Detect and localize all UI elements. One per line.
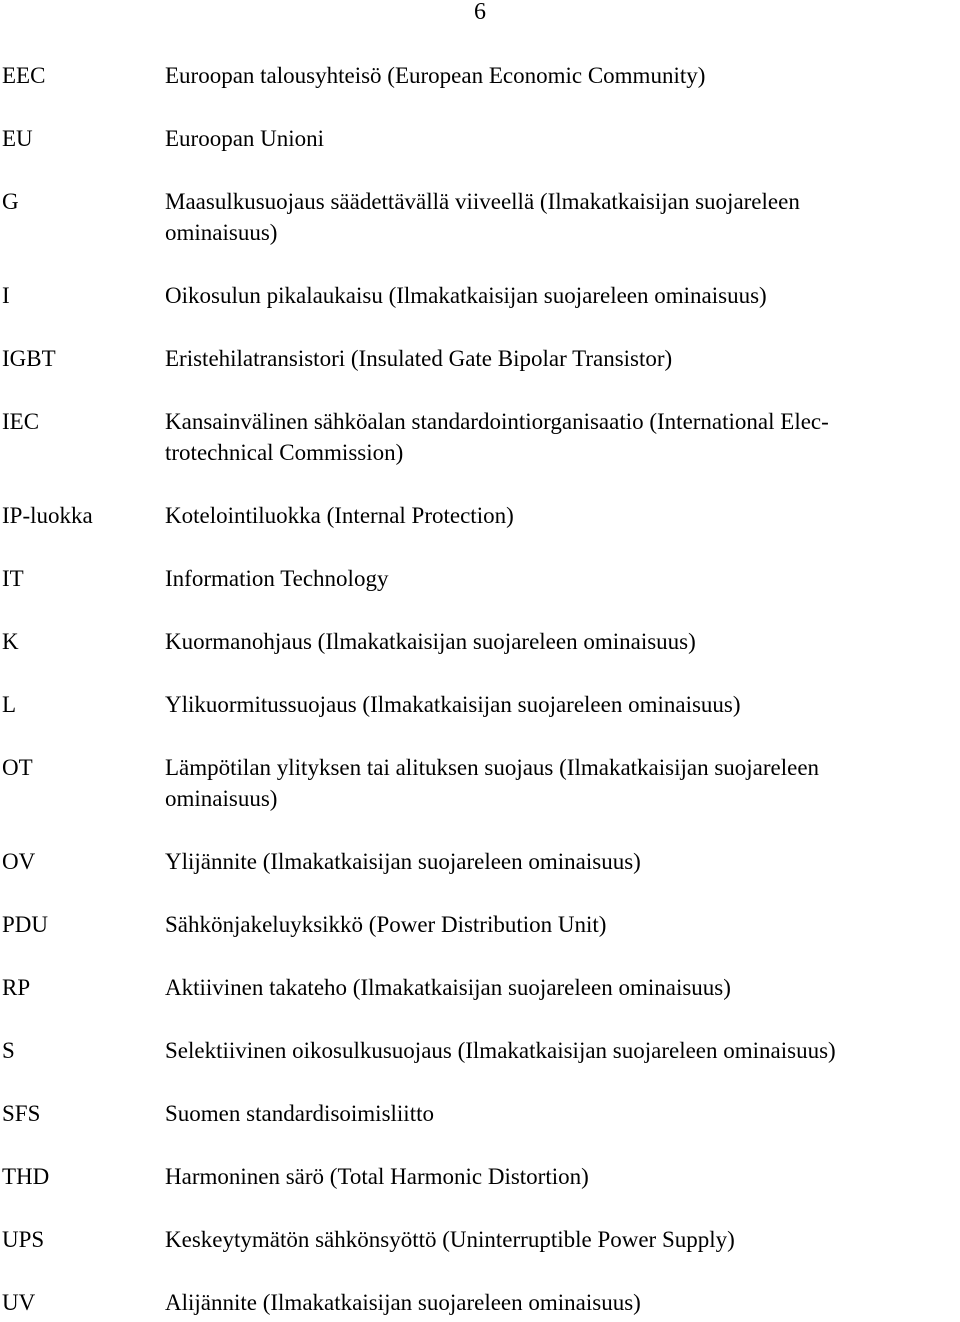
abbreviation-definition: Oikosulun pikalaukaisu (Ilmakatkaisijan suojareleen ominaisuus): [165, 283, 767, 308]
abbreviation-definition: Kansainvälinen sähköalan standardointiorganisaatio (International Elec- trotechnical Commission): [165, 409, 829, 465]
abbreviation-definition: Alijännite (Ilmakatkaisijan suojareleen ominaisuus): [165, 1290, 641, 1315]
abbreviation-entry: [0, 752, 960, 814]
abbreviation-entry: [0, 406, 960, 468]
abbreviation-entry: [0, 846, 960, 877]
abbreviation-term: OV: [2, 849, 36, 874]
abbreviation-entry: [0, 343, 960, 374]
abbreviation-definition: Euroopan talousyhteisö (European Economic Community): [165, 63, 706, 88]
abbreviation-definition: Ylikuormitussuojaus (Ilmakatkaisijan suojareleen ominaisuus): [165, 692, 741, 717]
abbreviation-entry: [0, 909, 960, 940]
abbreviation-term: UPS: [2, 1227, 45, 1252]
abbreviation-term: OT: [2, 755, 33, 780]
abbreviation-term: G: [2, 189, 19, 214]
abbreviation-term: IGBT: [2, 346, 56, 371]
abbreviation-term: IEC: [2, 409, 40, 434]
abbreviation-entry: [0, 1287, 960, 1318]
abbreviation-definition: Selektiivinen oikosulkusuojaus (Ilmakatkaisijan suojareleen ominaisuus): [165, 1038, 836, 1063]
abbreviation-definition: Aktiivinen takateho (Ilmakatkaisijan suojareleen ominaisuus): [165, 975, 731, 1000]
abbreviation-definition: Information Technology: [165, 566, 389, 591]
abbreviation-definition: Suomen standardisoimisliitto: [165, 1101, 434, 1126]
abbreviation-entry: [0, 626, 960, 657]
abbreviation-entry: [0, 123, 960, 154]
abbreviation-term: I: [2, 283, 10, 308]
abbreviation-term: PDU: [2, 912, 49, 937]
abbreviation-term: IT: [2, 566, 24, 591]
abbreviation-entry: [0, 1161, 960, 1192]
abbreviation-definition: Keskeytymätön sähkönsyöttö (Uninterruptible Power Supply): [165, 1227, 735, 1252]
abbreviation-entry: [0, 972, 960, 1003]
abbreviation-entry: [0, 1224, 960, 1255]
abbreviation-term: UV: [2, 1290, 36, 1315]
abbreviation-term: K: [2, 629, 19, 654]
abbreviation-entry: [0, 1035, 960, 1066]
abbreviation-definition: Ylijännite (Ilmakatkaisijan suojareleen ominaisuus): [165, 849, 641, 874]
abbreviation-definition: Eristehilatransistori (Insulated Gate Bipolar Transistor): [165, 346, 673, 371]
abbreviation-definition: Harmoninen särö (Total Harmonic Distortion): [165, 1164, 589, 1189]
abbreviation-definition: Euroopan Unioni: [165, 126, 325, 151]
abbreviation-term: THD: [2, 1164, 50, 1189]
abbreviation-list: [0, 60, 960, 1318]
abbreviation-term: RP: [2, 975, 31, 1000]
abbreviation-term: EU: [2, 126, 33, 151]
abbreviation-term: IP-luokka: [2, 503, 93, 528]
page-number: 6: [474, 0, 486, 25]
abbreviation-term: L: [2, 692, 17, 717]
abbreviation-term: S: [2, 1038, 15, 1063]
abbreviation-entry: [0, 280, 960, 311]
abbreviation-definition: Kuormanohjaus (Ilmakatkaisijan suojareleen ominaisuus): [165, 629, 696, 654]
abbreviation-entry: [0, 689, 960, 720]
abbreviation-entry: [0, 563, 960, 594]
abbreviation-definition: Maasulkusuojaus säädettävällä viiveellä (Ilmakatkaisijan suojareleen ominaisuus): [165, 189, 800, 245]
abbreviation-entry: [0, 1098, 960, 1129]
abbreviation-entry: [0, 500, 960, 531]
abbreviation-term: EEC: [2, 63, 46, 88]
abbreviation-definition: Kotelointiluokka (Internal Protection): [165, 503, 514, 528]
abbreviation-definition: Lämpötilan ylityksen tai alituksen suojaus (Ilmakatkaisijan suojareleen ominaisuus): [165, 755, 820, 811]
abbreviation-entry: [0, 186, 960, 248]
abbreviation-definition: Sähkönjakeluyksikkö (Power Distribution Unit): [165, 912, 607, 937]
abbreviation-entry: [0, 60, 960, 91]
abbreviation-term: SFS: [2, 1101, 41, 1126]
